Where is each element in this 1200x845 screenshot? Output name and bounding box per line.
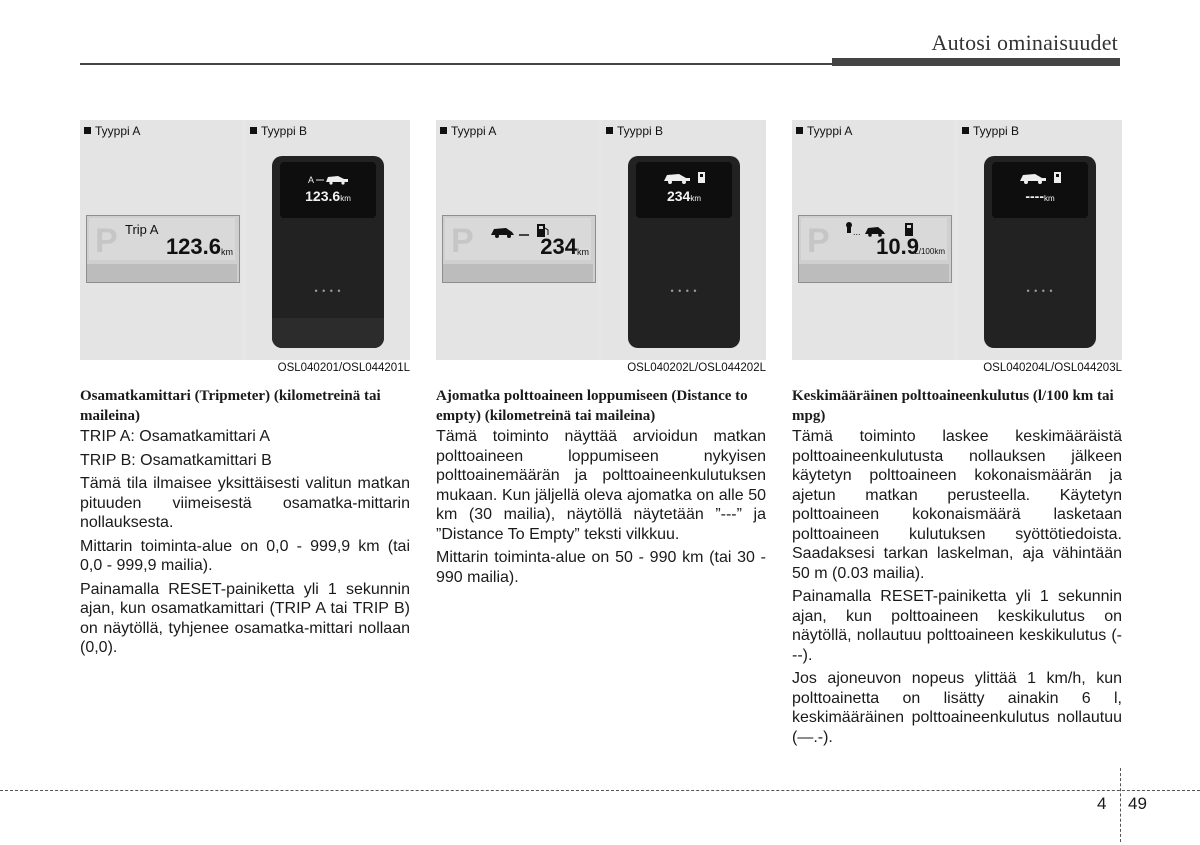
- paragraph: Tämä tila ilmaisee yksittäisesti valitun matkan pituuden viimeisestä osamatka-mittarin nollauksesta.: [80, 475, 410, 531]
- section-tripmeter: [80, 120, 410, 656]
- car-icon: [308, 173, 352, 185]
- square-bullet-icon: [84, 127, 91, 134]
- panel-type-b: [602, 120, 766, 360]
- footer-dashed-divider: [1120, 768, 1121, 842]
- cluster-display-type-b: [984, 156, 1096, 348]
- square-bullet-icon: [796, 127, 803, 134]
- footer-dashed-rule: [0, 790, 1200, 791]
- type-a-label: Tyyppi A: [807, 124, 853, 138]
- figure-average-fuel-consumption: [792, 120, 1122, 360]
- lcd-display-type-a: [442, 215, 596, 283]
- panel-type-a: [80, 120, 242, 360]
- cluster-value: ----km: [1025, 188, 1055, 204]
- header-rule: [80, 63, 832, 65]
- paragraph: Painamalla RESET-painiketta yli 1 sekunnin ajan, kun polttoaineen keskikulutus on näytöllä, nollautuu polttoaineen keskikulutus (---).: [792, 588, 1122, 664]
- panel-type-b: [958, 120, 1122, 360]
- paragraph: Mittarin toiminta-alue on 50 - 990 km (tai 30 - 990 mailia).: [436, 549, 766, 586]
- type-a-label: Tyyppi A: [95, 124, 141, 138]
- section-heading: Keskimääräinen polttoaineenkulutus (l/100 km tai mpg): [792, 388, 1114, 424]
- header-rule-accent: [832, 58, 1120, 66]
- svg-text:...: ...: [853, 227, 861, 237]
- cluster-value: 123.6km: [305, 188, 351, 204]
- panel-type-a: [792, 120, 954, 360]
- paragraph: Painamalla RESET-painiketta yli 1 sekunnin ajan, kun osamatkamittari (TRIP A tai TRIP B) on näytöllä, tyhjenee osamatka-mittari nollaan (0,0).: [80, 580, 410, 656]
- cluster-footer: [272, 318, 384, 348]
- lcd-odometer-strip: [799, 264, 949, 282]
- figure-code: OSL040204L/OSL044203L: [983, 362, 1122, 374]
- type-b-label: Tyyppi B: [617, 124, 664, 138]
- paragraph: Jos ajoneuvon nopeus ylittää 1 km/h, kun polttoainetta on lisätty ainakin 6 l, keskimääräinen polttoaineenkulutus nollautuu (—.-).: [792, 670, 1122, 746]
- cluster-display-type-b: [272, 156, 384, 348]
- square-bullet-icon: [440, 127, 447, 134]
- panel-type-a: [436, 120, 598, 360]
- lcd-value: 123.6: [165, 234, 221, 259]
- square-bullet-icon: [606, 127, 613, 134]
- figure-code: OSL040202L/OSL044202L: [627, 362, 766, 374]
- lcd-display-type-a: [798, 215, 952, 283]
- paragraph: TRIP A: Osamatkamittari A: [80, 428, 270, 445]
- lcd-value: 10.9: [876, 234, 919, 259]
- figure-code: OSL040201/OSL044201L: [277, 362, 410, 374]
- lcd-value: 234: [540, 234, 577, 259]
- lcd-odometer-strip: [87, 264, 237, 282]
- lcd-odometer-strip: [443, 264, 593, 282]
- page-indicator-dots: • • • •: [670, 286, 698, 296]
- page-header-title: Autosi ominaisuudet: [931, 30, 1118, 55]
- lcd-unit: km: [221, 247, 233, 257]
- figure-tripmeter: [80, 120, 410, 360]
- section-average-fuel-consumption: [792, 120, 1122, 746]
- paragraph: Tämä toiminto laskee keskimääräistä polttoaineenkulutusta nollauksen jälkeen käytetyn polttoaineen kokonaismäärän ja ajetun matkan perusteella. Käytetyn polttoaineen kokonaismäärä lasketaan polttoaineen kulutuksen syöttötiedoista. Saadaksesi tarkan laskelman, aja vähintään 50 m (0.03 mailia).: [792, 428, 1122, 582]
- gear-p-ghost: P: [95, 222, 118, 260]
- section-heading: Osamatkamittari (Tripmeter) (kilometreinä tai maileina): [80, 388, 381, 424]
- car-fuel-icon: [662, 171, 710, 185]
- svg-text:A: A: [308, 175, 315, 185]
- lcd-unit: km: [577, 247, 589, 257]
- section-distance-to-empty: [436, 120, 766, 586]
- paragraph: Tämä toiminto näyttää arvioidun matkan polttoaineen loppumiseen nykyisen polttoainemäärän ja polttoaineenkulutuksen mukaan. Kun jäljellä oleva ajomatka on alle 50 km (30 mailia), näytöllä näytetään ”---” ja ”Distance To Empty” teksti vilkkuu.: [436, 428, 766, 543]
- section-text: [436, 386, 766, 591]
- car-fuel-icon: [1018, 171, 1066, 185]
- paragraph: TRIP B: Osamatkamittari B: [80, 451, 272, 469]
- section-heading: Ajomatka polttoaineen loppumiseen (Distance to empty) (kilometreinä tai maileina): [436, 388, 748, 424]
- square-bullet-icon: [962, 127, 969, 134]
- page-indicator-dots: • • • •: [1026, 286, 1054, 296]
- lcd-unit: L/100km: [914, 247, 945, 256]
- gear-p-ghost: P: [451, 222, 474, 260]
- paragraph: Mittarin toiminta-alue on 0,0 - 999,9 km (tai 0,0 - 999,9 mailia).: [80, 537, 410, 574]
- cluster-display-type-b: [628, 156, 740, 348]
- chapter-number: 4: [1097, 794, 1107, 813]
- panel-type-b: [246, 120, 410, 360]
- page-indicator-dots: • • • •: [314, 286, 342, 296]
- gear-p-ghost: P: [807, 222, 830, 260]
- square-bullet-icon: [250, 127, 257, 134]
- page-number: 49: [1128, 794, 1147, 813]
- type-b-label: Tyyppi B: [973, 124, 1020, 138]
- lcd-label: Trip A: [125, 222, 159, 237]
- figure-distance-to-empty: [436, 120, 766, 360]
- section-text: [792, 386, 1122, 751]
- lcd-display-type-a: [86, 215, 240, 283]
- type-a-label: Tyyppi A: [451, 124, 497, 138]
- cluster-value: 234km: [666, 188, 702, 204]
- type-b-label: Tyyppi B: [261, 124, 308, 138]
- section-text: [80, 386, 410, 662]
